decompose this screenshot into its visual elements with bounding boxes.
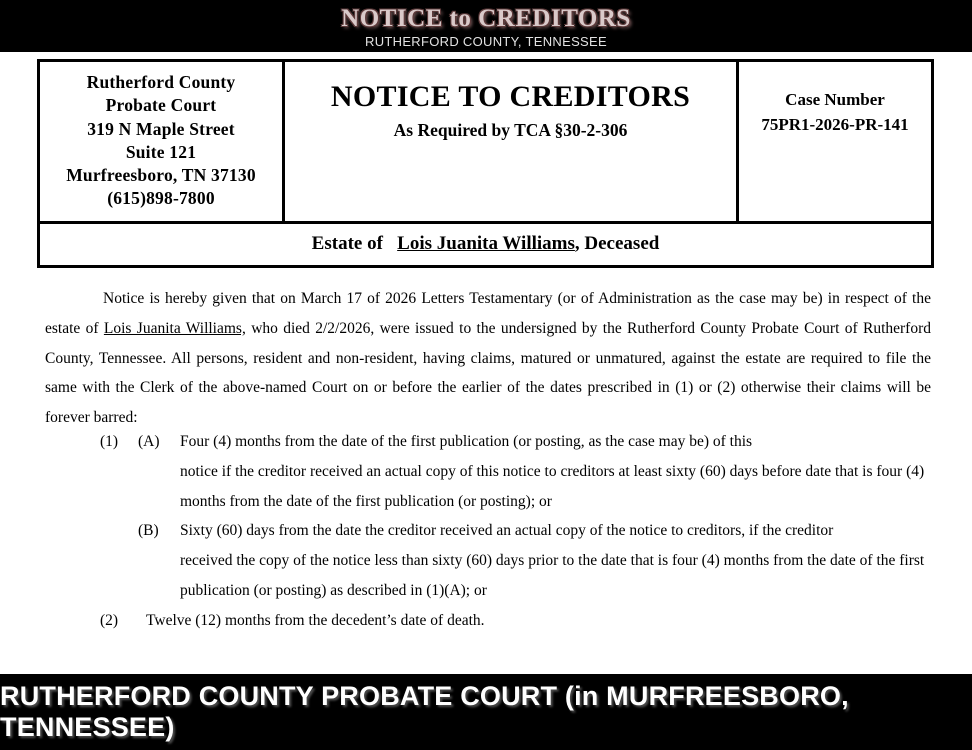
estate-suffix: , Deceased (574, 232, 660, 254)
notice-paragraph-part2: who died 2/2/2026, were issued to the undersigned by the Rutherford County Probate Court of Rutherford County, Tennessee. All persons, resident and non-resident, having claims, matured or unmatured, against the estate are required to file the same with the Clerk of the above-named Court on or before the earlier of the dates prescribed in (1) or (2) otherwise their claims will be forever barred: (45, 319, 931, 426)
header-top-row (40, 62, 931, 221)
list-item-1b-label: (B) (138, 522, 159, 540)
list-item-1a-line2: notice if the creditor received an actual copy of this notice to creditors at least sixty (60) days before date that is four (4) (180, 462, 925, 480)
court-address-suite: Suite 121 (125, 141, 197, 162)
list-item-1b-line3: publication (or posting) as described in (1)(A); or (180, 581, 487, 599)
list-item-2-number: (2) (100, 611, 119, 629)
list-item-1b-line1-row (138, 516, 940, 546)
case-number-label: Case Number (785, 90, 885, 109)
list-item-1b-line2: received the copy of the notice less than sixty (60) days prior to the date that is four (4) months from the date of the first (180, 552, 925, 569)
list-item-1a-line3: months from the date of the first publication (or posting); or (180, 492, 552, 510)
court-address-cell (40, 62, 285, 221)
top-banner-subtitle: RUTHERFORD COUNTY, TENNESSEE (365, 33, 607, 49)
list-item-1-body (138, 427, 940, 606)
document-title: NOTICE TO CREDITORS (330, 80, 691, 113)
estate-prefix: Estate of (311, 232, 383, 254)
list-item-1b-line1: Sixty (60) days from the date the creditor received an actual copy of the notice to creditors, if the creditor (180, 522, 834, 540)
case-number-cell (739, 62, 931, 221)
case-number-value: 75PR1-2026-PR-141 (761, 115, 909, 134)
list-item-1 (100, 427, 940, 606)
header-table (37, 59, 934, 268)
court-name-line1: Rutherford County (86, 72, 236, 92)
court-name-line2: Probate Court (105, 95, 217, 116)
list-item-1-number: (1) (100, 433, 119, 450)
notice-paragraph (45, 284, 931, 433)
list-item-1a-line1-row (138, 427, 940, 457)
document-title-statute: As Required by TCA §30-2-306 (393, 120, 628, 140)
court-address-city: Murfreesboro, TN 37130 (66, 165, 256, 186)
notice-paragraph-part1: Notice is hereby given that on March 17 of 2026 Letters Testamentary (or of Administration as the case may be) in respect of the estate of (45, 290, 931, 337)
estate-decedent-name: Lois Juanita Williams (397, 232, 575, 254)
estate-row (40, 221, 931, 265)
bottom-banner-text: RUTHERFORD COUNTY PROBATE COURT (in MURFREESBORO, TENNESSEE) (0, 681, 849, 742)
list-item-2-text: Twelve (12) months from the decedent’s date of death. (146, 611, 485, 629)
list-item-2 (100, 606, 940, 636)
court-address-street: 319 N Maple Street (87, 118, 235, 139)
top-banner (0, 0, 972, 52)
list-item-1a-line1: Four (4) months from the date of the first publication (or posting, as the case may be) of this (180, 433, 753, 450)
court-phone: (615)898-7800 (107, 188, 215, 209)
list-item-1a-label: (A) (138, 433, 160, 450)
bottom-banner (0, 674, 972, 750)
top-banner-title: NOTICE to CREDITORS (341, 4, 631, 32)
document-title-cell (285, 62, 739, 221)
notice-decedent-name: Lois Juanita Williams, (103, 319, 246, 337)
deadline-list (100, 427, 940, 635)
document-body (0, 52, 972, 674)
